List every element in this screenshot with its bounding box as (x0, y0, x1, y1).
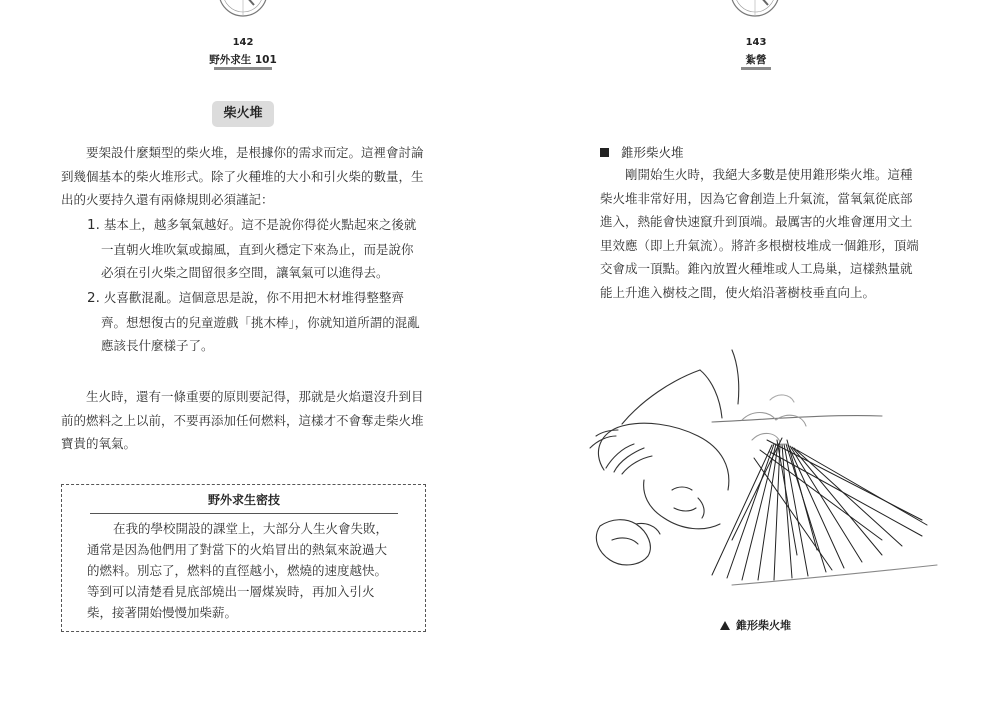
body-line: 柴火堆非常好用，因為它會創造上升氣流，當氧氣從底部 (600, 190, 913, 206)
body-line: 進入，熱能會快速竄升到頂端。最厲害的火堆會運用文土 (600, 214, 913, 229)
tip-line: 在我的學校開設的課堂上，大部分人生火會失敗， (113, 521, 389, 536)
principle-line: 前的燃料之上以前，不要再添加任何燃料，這樣才不會奪走柴火堆 (61, 412, 424, 428)
principle-line: 寶貴的氧氣。 (61, 436, 137, 451)
rule-marker: 1. (87, 217, 100, 233)
tip-line: 通常是因為他們用了對當下的火焰冒出的熱氣來說過大 (87, 542, 388, 557)
figure-caption (720, 617, 791, 633)
body-line: 交會成一頂點。錐內放置火種堆或人工鳥巢，這樣熱量就 (600, 261, 913, 276)
teepee-paragraph (600, 163, 919, 304)
tip-line: 柴，接著開始慢慢加柴薪。 (87, 605, 238, 620)
tip-box-text (87, 518, 388, 623)
triangle-pointer-icon (720, 621, 730, 630)
intro-line: 到幾個基本的柴火堆形式。除了火種堆的大小和引火柴的數量，生 (61, 168, 424, 184)
chapter-title-right: 紮營 (745, 54, 767, 66)
page-number-left: 142 (232, 37, 254, 48)
figure-caption-text: 錐形柴火堆 (736, 619, 791, 632)
body-line: 剛開始生火時，我絕大多數是使用錐形柴火堆。這種 (625, 167, 913, 182)
section-heading-right (600, 143, 684, 161)
chapter-rule-left (214, 67, 272, 70)
intro-line: 要架設什麼類型的柴火堆，是根據你的需求而定。這裡會討論 (86, 145, 424, 160)
rule-line: 齊。想想復古的兒童遊戲「挑木棒」，你就知道所謂的混亂 (101, 314, 420, 330)
rule-item-1 (87, 213, 416, 285)
rule-line: 基本上，越多氧氣越好。這不是說你得從火點起來之後就 (103, 217, 417, 232)
tip-line: 的燃料。別忘了，燃料的直徑越小，燃燒的速度越快。 (87, 563, 388, 578)
heading-text: 錐形柴火堆 (621, 145, 684, 160)
page-number-right: 143 (745, 37, 767, 48)
chapter-title-left: 野外求生 101 (209, 54, 277, 66)
body-line: 能上升進入樹枝之間，使火焰沿著樹枝垂直向上。 (600, 284, 876, 300)
intro-line: 出的火要持久還有兩條規則必須謹記： (61, 192, 274, 207)
body-line: 里效應（即上升氣流）。將許多根樹枝堆成一個錐形，頂端 (600, 237, 919, 253)
rule-line: 火喜歡混亂。這個意思是說，你不用把木材堆得整整齊 (103, 290, 404, 305)
principle-line: 生火時，還有一條重要的原則要記得，那就是火焰還沒升到目 (86, 389, 424, 404)
survival-tip-box (61, 484, 426, 632)
section-title: 柴火堆 (212, 101, 274, 127)
tip-line: 等到可以清楚看見底部燒出一層煤炭時，再加入引火 (87, 584, 375, 599)
rule-marker: 2. (87, 290, 100, 306)
square-bullet-icon (600, 148, 609, 157)
rule-line: 必須在引火柴之間留很多空間，讓氧氣可以進得去。 (101, 265, 389, 280)
rule-line: 一直朝火堆吹氣或搧風，直到火穩定下來為止，而是說你 (101, 241, 414, 257)
rule-item-2 (87, 286, 420, 358)
chapter-rule-right (741, 67, 771, 70)
teepee-fire-illustration (582, 340, 942, 605)
tip-box-title: 野外求生密技 (90, 491, 398, 514)
rule-line: 應該長什麼樣子了。 (101, 338, 214, 353)
compass-icon (218, 0, 268, 20)
principle-paragraph (61, 385, 424, 456)
compass-icon (730, 0, 780, 20)
intro-paragraph (61, 141, 424, 212)
